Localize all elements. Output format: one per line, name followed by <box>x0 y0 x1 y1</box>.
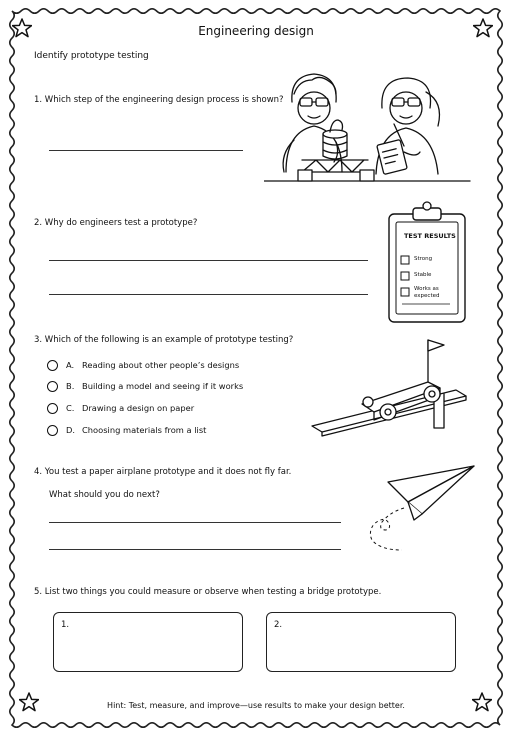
question-4-followup: What should you do next? <box>49 490 160 500</box>
ramp-car-illustration <box>310 336 470 438</box>
answer-line-4b[interactable] <box>49 549 341 550</box>
question-4: 4. You test a paper airplane prototype and it does not fly far. <box>34 467 292 477</box>
answer-box-2-label: 2. <box>274 620 283 630</box>
question-1: 1. Which step of the engineering design process is shown? <box>34 95 284 105</box>
answer-line-1[interactable] <box>49 150 243 151</box>
option-a-letter: A. <box>66 360 75 370</box>
question-5: 5. List two things you could measure or observe when testing a bridge prototype. <box>34 587 382 597</box>
clipboard-heading: TEST RESULTS <box>404 232 456 240</box>
option-d-text[interactable]: Choosing materials from a list <box>82 425 207 435</box>
clipboard-item-expected: expected <box>414 293 440 299</box>
option-b-letter: B. <box>66 381 75 391</box>
clipboard-item-strong: Strong <box>414 256 433 262</box>
option-d-radio[interactable] <box>47 425 58 436</box>
option-c-radio[interactable] <box>47 403 58 414</box>
answer-box-1[interactable] <box>53 612 243 672</box>
clipboard-item-works: Works as <box>414 286 439 292</box>
hint-text: Hint: Test, measure, and improve—use results to make your design better. <box>107 701 405 710</box>
page-subtitle: Identify prototype testing <box>34 51 149 61</box>
option-c-letter: C. <box>66 403 75 413</box>
kids-testing-bridge-illustration <box>264 64 472 194</box>
paper-airplane-icon <box>364 458 476 552</box>
page-title: Engineering design <box>198 24 314 38</box>
option-b-text[interactable]: Building a model and seeing if it works <box>82 381 244 391</box>
question-3: 3. Which of the following is an example of prototype testing? <box>34 335 294 345</box>
option-d-letter: D. <box>66 425 76 435</box>
answer-line-2a[interactable] <box>49 260 368 261</box>
answer-box-1-label: 1. <box>61 620 70 630</box>
option-c-text[interactable]: Drawing a design on paper <box>82 403 195 413</box>
clipboard-icon <box>388 200 466 324</box>
option-a-text[interactable]: Reading about other people’s designs <box>82 360 240 370</box>
answer-line-4a[interactable] <box>49 522 341 523</box>
clipboard-item-stable: Stable <box>414 272 432 278</box>
answer-box-2[interactable] <box>266 612 456 672</box>
question-2: 2. Why do engineers test a prototype? <box>34 218 198 228</box>
option-b-radio[interactable] <box>47 381 58 392</box>
answer-line-2b[interactable] <box>49 294 368 295</box>
option-a-radio[interactable] <box>47 360 58 371</box>
